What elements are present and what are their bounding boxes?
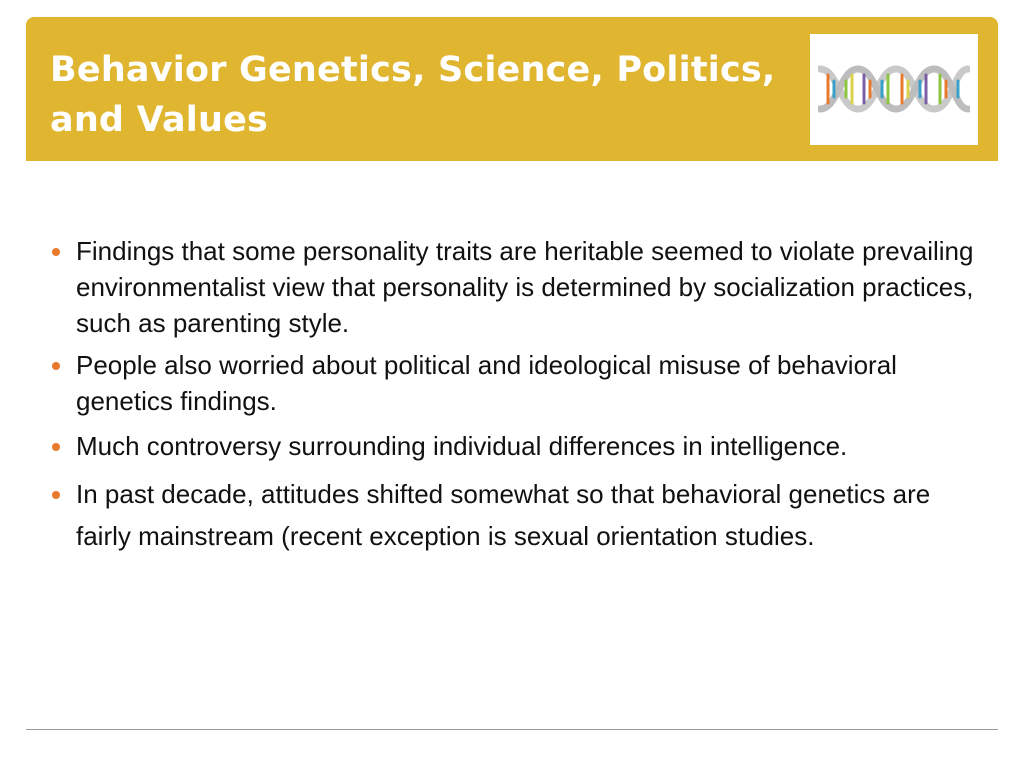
bullet-item [48, 233, 988, 341]
title-band [26, 17, 998, 161]
bullet-item [48, 347, 988, 419]
bullet-item [48, 425, 988, 467]
bullet-text: People also worried about political and ideological misuse of behavioral genetics findings. [76, 350, 897, 416]
bullet-text: Findings that some personality traits are heritable seemed to violate prevailing environmentalist view that personality is determined by socialization practices, such as parenting style. [76, 236, 974, 338]
footer-divider [26, 729, 998, 730]
bullet-dot-icon [52, 491, 60, 499]
bullet-text: Much controversy surrounding individual differences in intelligence. [76, 431, 848, 461]
logo [810, 34, 978, 145]
bullet-dot-icon [52, 443, 60, 451]
bullet-item [48, 473, 988, 557]
bullet-dot-icon [52, 248, 60, 256]
bullet-text: In past decade, attitudes shifted somewhat so that behavioral genetics are fairly mainstream (recent exception is sexual orientation studies. [76, 479, 931, 551]
bullet-list [48, 233, 988, 557]
bullet-dot-icon [52, 362, 60, 370]
dna-helix-icon [818, 59, 970, 119]
slide-title: Behavior Genetics, Science, Politics, and Values [50, 50, 776, 140]
